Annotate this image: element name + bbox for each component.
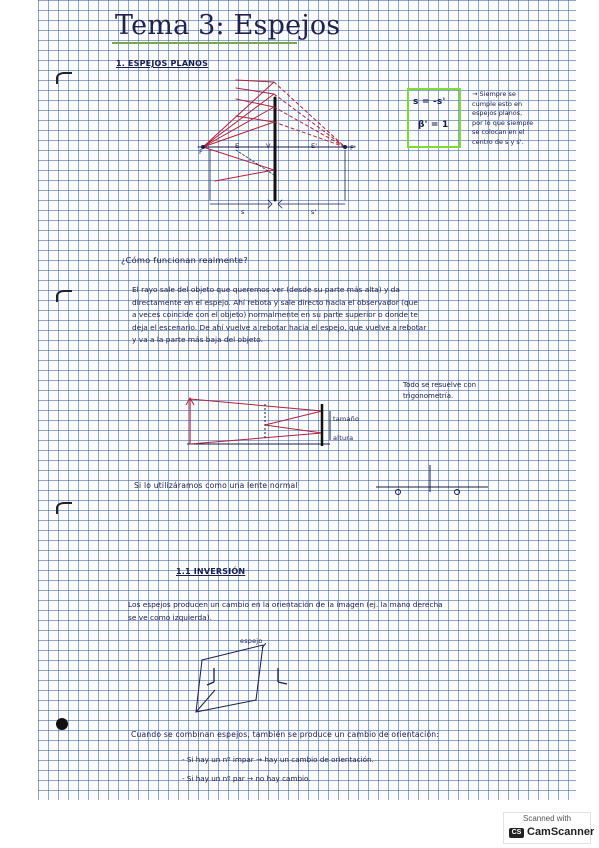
side-note-line: → Siempre se — [472, 90, 516, 98]
label-V: V — [266, 142, 271, 150]
page-title: Tema 3: Espejos — [115, 10, 341, 41]
camscanner-brand: CamScanner — [527, 826, 595, 838]
paragraph-line: se ve como izquierda). — [128, 613, 212, 622]
inversion-paragraph — [128, 598, 443, 624]
label-tamano: tamaño — [333, 415, 360, 423]
paragraph-line: Los espejos producen un cambio en la orientación de la imagen (ej. la mano derecha — [128, 600, 443, 609]
label-altura: altura — [333, 434, 354, 442]
bullet-item: - Si hay un nº impar → hay un cambio de orientación. — [182, 755, 374, 764]
paragraph-line: El rayo sale del objeto que queremos ver (desde su parte más alta) y da — [132, 285, 400, 294]
label-E-right: E' — [311, 142, 318, 150]
side-note-line: por lo que siempre — [472, 118, 534, 127]
explanation-paragraph — [132, 284, 426, 347]
paragraph-line: y va a la parte más baja del objeto. — [132, 335, 264, 344]
bullet-list — [182, 750, 374, 788]
label-s-prime: s' — [311, 208, 317, 216]
bullet-item: - Si hay un nº par → no hay cambio. — [182, 774, 311, 783]
camscanner-watermark — [503, 812, 595, 844]
label-F-right: F' — [350, 144, 356, 152]
trig-note-line: trigonometría. — [403, 392, 454, 400]
camscanner-logo-icon: CS — [509, 828, 524, 838]
inversion-mirror-diagram — [196, 644, 287, 713]
paragraph-line: directamente en el espejo. Ahí rebota y sale directo hacia el observador (que — [132, 297, 418, 307]
lens-note: Si lo utilizáramos como una lente normal — [134, 481, 298, 490]
label-espejo: espejo — [240, 637, 263, 645]
question-heading: ¿Cómo funcionan realmente? — [121, 255, 248, 265]
section-heading-inversion: 1.1 INVERSIÓN — [176, 567, 246, 576]
label-s: s — [241, 208, 245, 216]
paragraph-line: a veces coincide con el objeto) normalmente en su parte superior o donde te — [132, 310, 418, 319]
section-heading-espejos-planos: 1. ESPEJOS PLANOS — [116, 59, 209, 68]
plane-mirror-diagram — [198, 80, 355, 208]
formula-line-2: β' = 1 — [418, 120, 449, 130]
combine-text: Cuando se combinan espejos, también se produce un cambio de orientación: — [131, 730, 440, 739]
formula-line-1: s = -s' — [413, 97, 446, 107]
paragraph-line: deja el escenario. De ahí vuelve a rebotar hacia el espejo, que vuelve a rebotar — [132, 322, 427, 332]
trig-note — [403, 380, 476, 402]
side-note — [472, 90, 533, 147]
observer-rays-diagram — [186, 398, 330, 446]
trig-note-line: Todo se resuelve con — [403, 381, 477, 389]
side-note-line: espejos planos, — [472, 109, 523, 117]
label-F-left: F — [199, 148, 203, 156]
side-note-line: cumple esto en — [472, 99, 523, 108]
scanned-with-text: Scanned with — [522, 814, 572, 823]
side-note-line: centro de s y s'. — [472, 137, 524, 146]
label-E-left: E — [235, 142, 240, 150]
lens-axis-diagram — [376, 465, 488, 495]
side-note-line: se colocan en el — [472, 128, 525, 136]
